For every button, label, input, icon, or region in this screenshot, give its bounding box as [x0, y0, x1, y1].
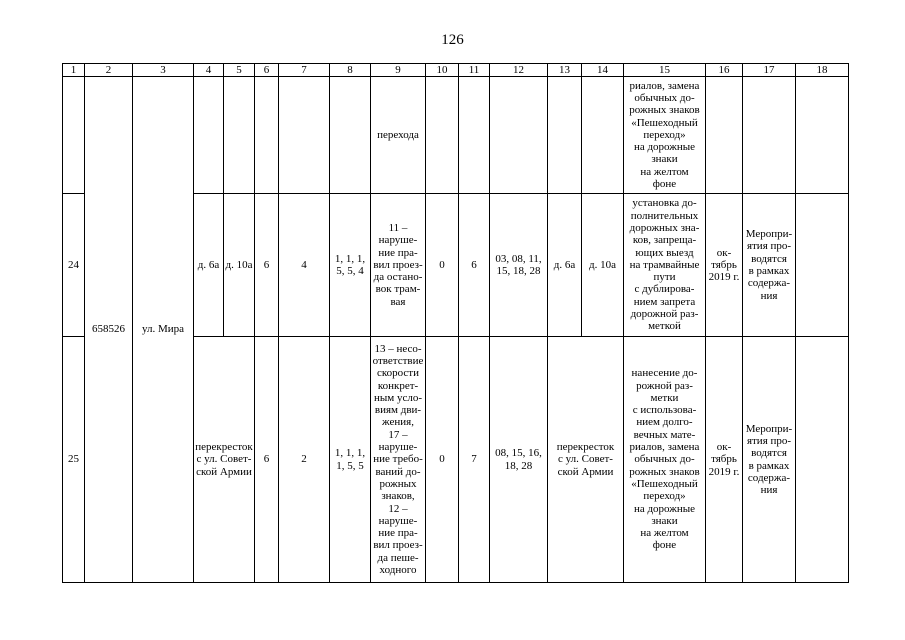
table-cell: 1, 1, 1, 1, 5, 5 — [330, 337, 371, 583]
street-cell: ул. Мира — [133, 77, 194, 583]
column-header: 8 — [330, 64, 371, 77]
table-cell: 4 — [279, 194, 330, 337]
continuation-row — [63, 77, 849, 194]
table-cell — [796, 337, 849, 583]
column-header: 15 — [624, 64, 706, 77]
table-cell: д. 6а — [194, 194, 224, 337]
table-cell: установка до- полнительных дорожных зна- ков, запреща- ющих выезд на трамвайные пути с дублирова- нием запрета дорожной раз- меткой — [624, 194, 706, 337]
data-table — [62, 63, 849, 583]
table-cell: Меропри- ятия про- водятся в рамках содержа- ния — [743, 337, 796, 583]
column-header: 2 — [85, 64, 133, 77]
page-number: 126 — [441, 32, 464, 48]
table-cell: 6 — [459, 194, 490, 337]
column-header: 18 — [796, 64, 849, 77]
table-cell: 0 — [426, 194, 459, 337]
table-cell — [255, 77, 279, 194]
column-header: 1 — [63, 64, 85, 77]
table-cell: 11 – наруше- ние пра- вил проез- да остано- вок трам- вая — [371, 194, 426, 337]
table-cell: ок- тябрь 2019 г. — [706, 337, 743, 583]
table-cell — [548, 77, 582, 194]
column-header: 10 — [426, 64, 459, 77]
column-header: 17 — [743, 64, 796, 77]
table-cell: 1, 1, 1, 5, 5, 4 — [330, 194, 371, 337]
column-header: 5 — [224, 64, 255, 77]
table-cell — [743, 77, 796, 194]
table-cell: ок- тябрь 2019 г. — [706, 194, 743, 337]
column-header: 4 — [194, 64, 224, 77]
header-row — [63, 64, 849, 77]
table-cell — [796, 77, 849, 194]
column-header: 14 — [582, 64, 624, 77]
table-cell — [224, 77, 255, 194]
table-cell: перехода — [371, 77, 426, 194]
table-cell: перекресток с ул. Совет- ской Армии — [548, 337, 624, 583]
table-cell — [582, 77, 624, 194]
table-cell: 0 — [426, 337, 459, 583]
column-header: 6 — [255, 64, 279, 77]
row-number: 25 — [63, 337, 85, 583]
table-cell — [279, 77, 330, 194]
table-cell: 7 — [459, 337, 490, 583]
table-cell — [796, 194, 849, 337]
table-cell: 6 — [255, 337, 279, 583]
table-cell: д. 6а — [548, 194, 582, 337]
column-header: 3 — [133, 64, 194, 77]
table-cell: Меропри- ятия про- водятся в рамках содержа- ния — [743, 194, 796, 337]
table-cell: д. 10а — [582, 194, 624, 337]
table-cell: нанесение до- рожной раз- метки с использова- нием долго- вечных мате- риалов, замена обычных до- рожных знаков «Пешеходный переход» на дорожные знаки на желтом фоне — [624, 337, 706, 583]
table-cell: 03, 08, 11, 15, 18, 28 — [490, 194, 548, 337]
table-cell: риалов, замена обычных до- рожных знаков «Пешеходный переход» на дорожные знаки на желтом фоне — [624, 77, 706, 194]
row-number: 24 — [63, 194, 85, 337]
column-header: 7 — [279, 64, 330, 77]
table-cell — [330, 77, 371, 194]
table-cell: 13 – несо- ответствие скорости конкрет- ным усло- виям дви- жения, 17 – наруше- ние требо- ваний до- рожных знаков, 12 – наруше- ние пра- вил проез- да пеше- ходного — [371, 337, 426, 583]
table-cell: перекресток с ул. Совет- ской Армии — [194, 337, 255, 583]
table-cell: 08, 15, 16, 18, 28 — [490, 337, 548, 583]
column-header: 11 — [459, 64, 490, 77]
table-cell — [459, 77, 490, 194]
column-header: 12 — [490, 64, 548, 77]
column-header: 16 — [706, 64, 743, 77]
table-cell: д. 10а — [224, 194, 255, 337]
table-cell — [490, 77, 548, 194]
table-cell — [706, 77, 743, 194]
column-header: 9 — [371, 64, 426, 77]
table-cell — [426, 77, 459, 194]
table-cell — [63, 77, 85, 194]
table-cell: 6 — [255, 194, 279, 337]
id-cell: 658526 — [85, 77, 133, 583]
column-header: 13 — [548, 64, 582, 77]
table-cell — [194, 77, 224, 194]
table-cell: 2 — [279, 337, 330, 583]
